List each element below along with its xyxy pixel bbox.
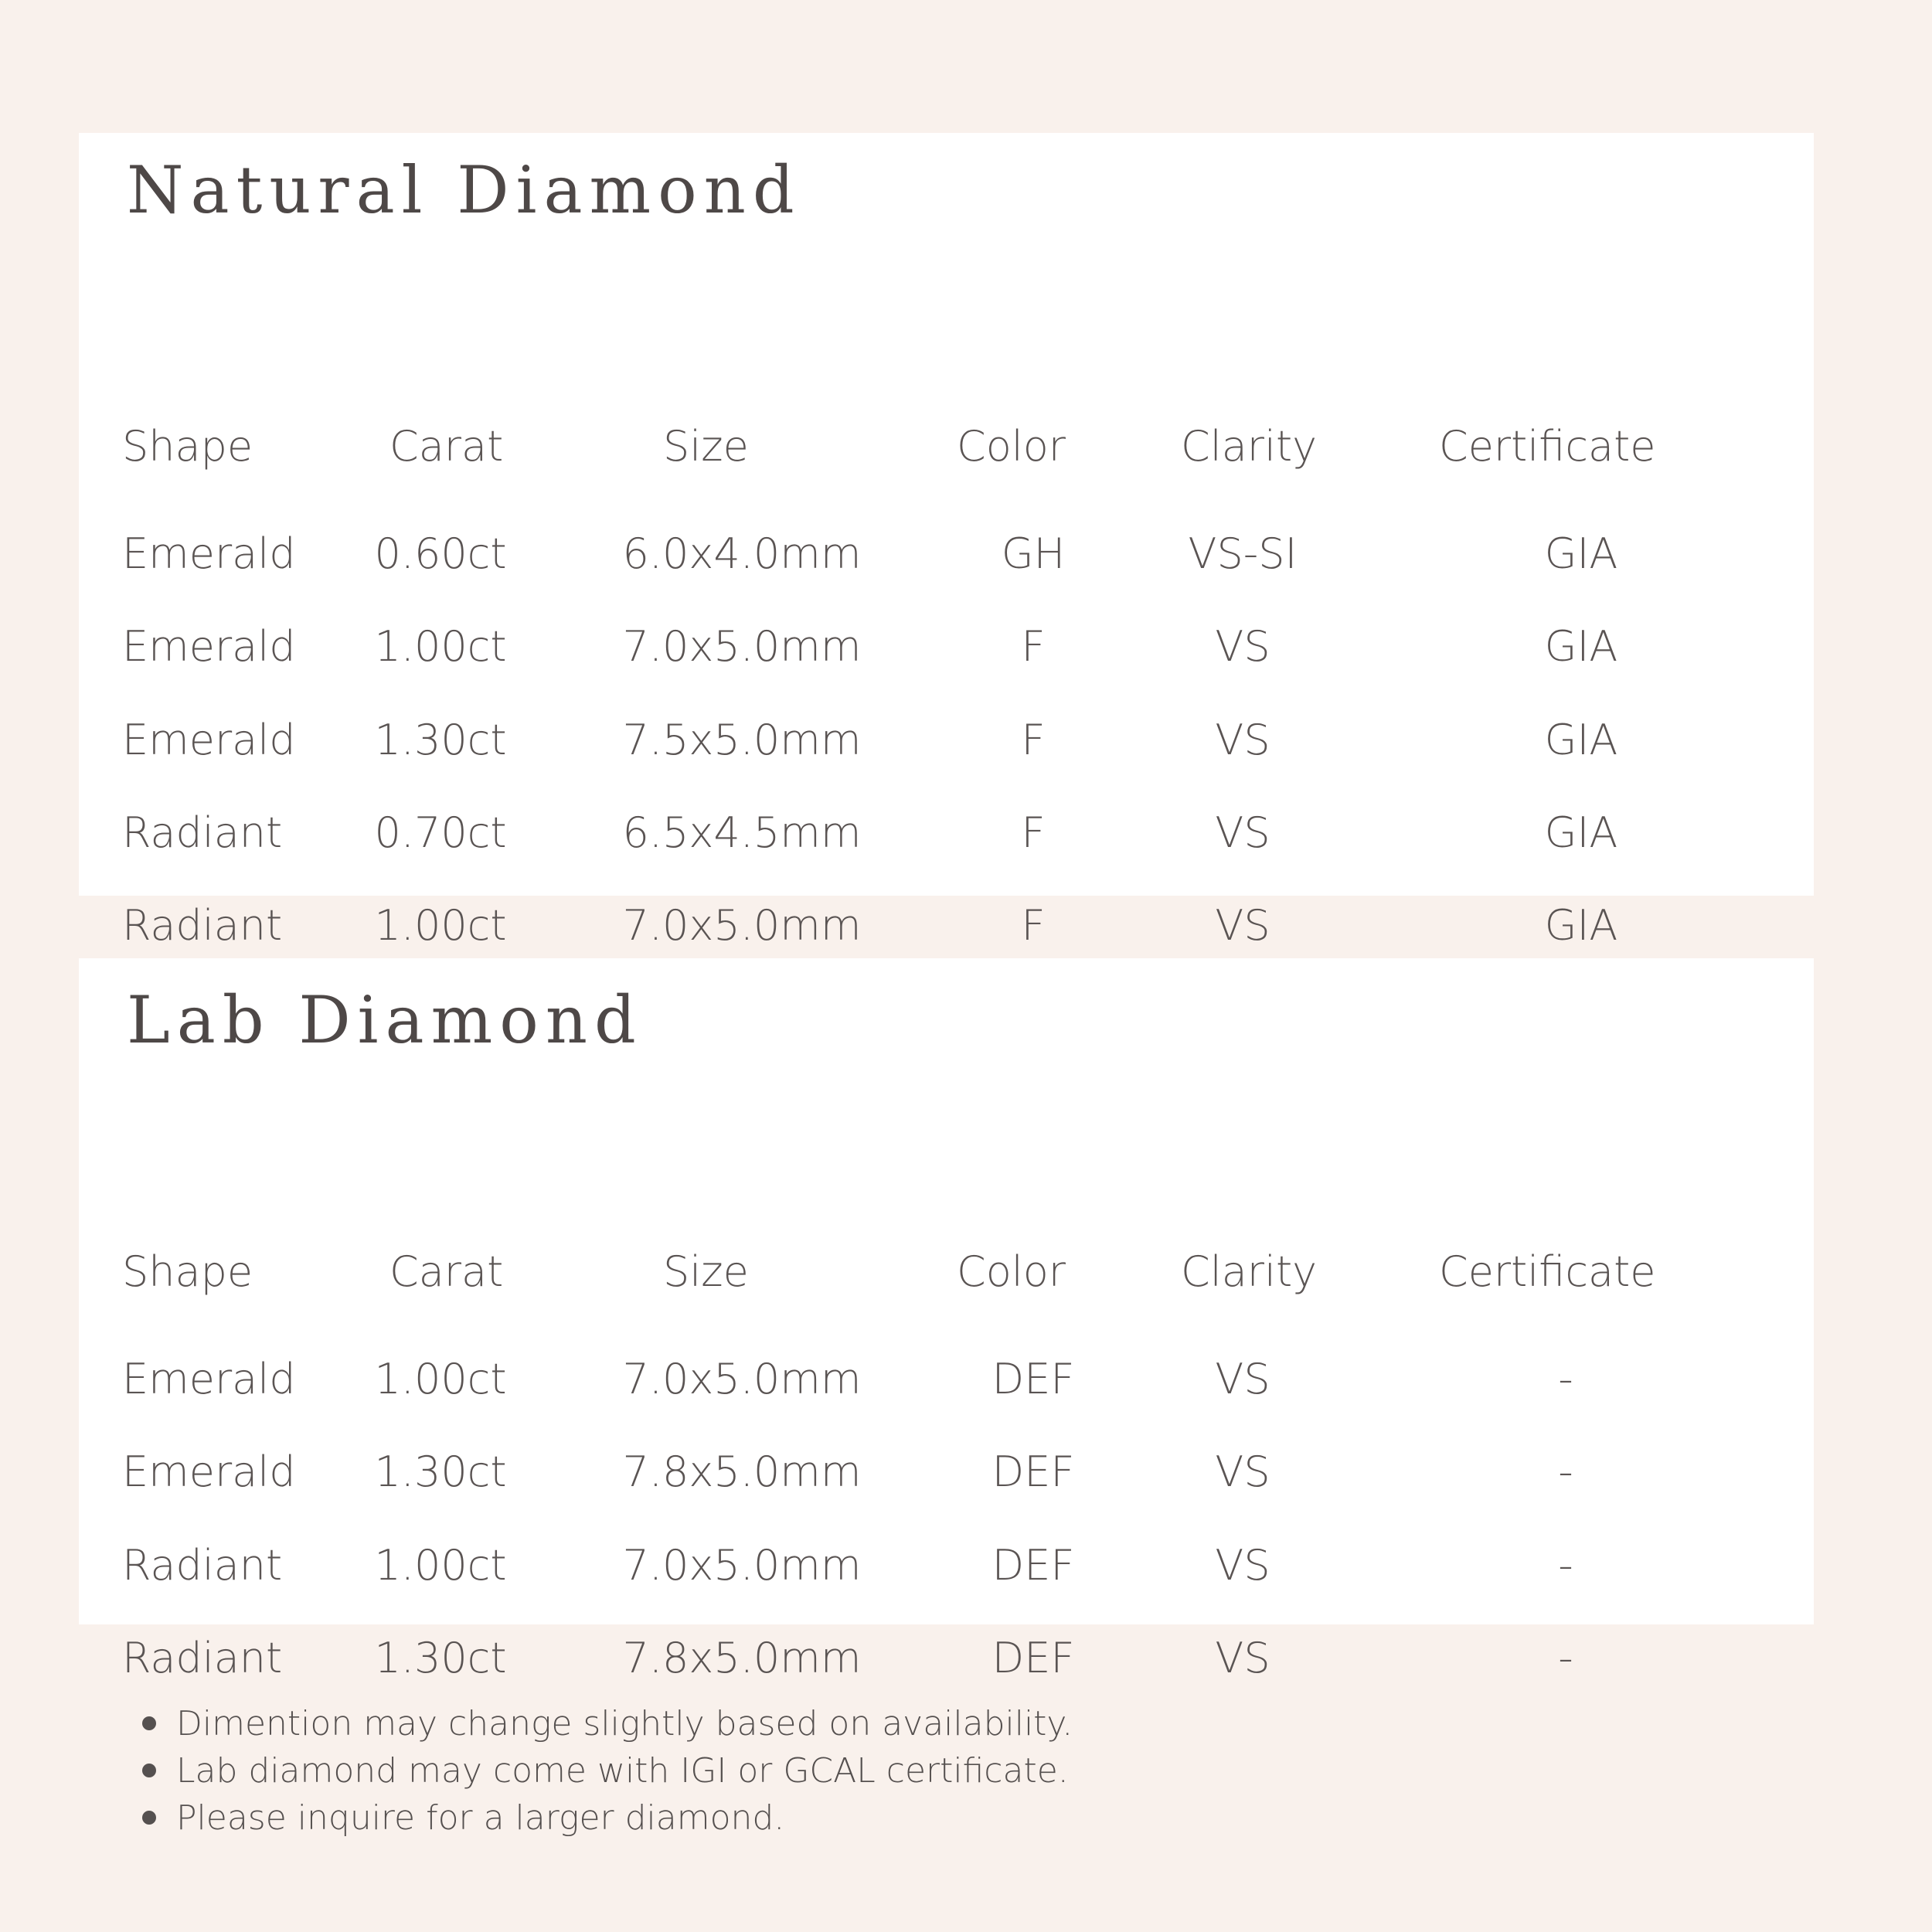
cell-color: DEF	[992, 1541, 1075, 1590]
cell-carat: 0.60ct	[374, 529, 507, 578]
note-text: Please inquire for a larger diamond.	[176, 1798, 785, 1838]
cell-carat: 1.30ct	[374, 1447, 507, 1496]
bullet-icon	[142, 1811, 156, 1825]
header-certificate: Certificate	[1439, 422, 1656, 471]
cell-certificate: GIA	[1544, 808, 1618, 857]
header-shape: Shape	[122, 422, 253, 471]
cell-certificate: GIA	[1544, 716, 1618, 764]
bullet-icon	[142, 1764, 156, 1777]
cell-shape: Emerald	[122, 716, 296, 764]
note-item	[139, 1794, 1073, 1842]
header-clarity: Clarity	[1181, 422, 1318, 471]
cell-clarity: VS	[1215, 622, 1270, 671]
cell-certificate: -	[1558, 1541, 1573, 1590]
header-shape: Shape	[122, 1247, 253, 1296]
header-size: Size	[663, 1247, 749, 1296]
cell-carat: 1.00ct	[374, 901, 507, 950]
lab-header-row	[79, 1245, 1814, 1299]
cell-shape: Radiant	[122, 901, 283, 950]
cell-color: F	[1021, 808, 1046, 857]
cell-shape: Emerald	[122, 529, 296, 578]
table-row	[79, 1539, 1814, 1593]
cell-size: 7.0x5.0mm	[622, 1541, 862, 1590]
cell-size: 6.0x4.0mm	[622, 529, 862, 578]
table-row	[79, 620, 1814, 674]
cell-certificate: -	[1558, 1634, 1573, 1682]
notes-list	[139, 1700, 1073, 1842]
cell-clarity: VS	[1215, 1634, 1270, 1682]
natural-header-row	[79, 420, 1814, 474]
cell-carat: 1.00ct	[374, 1355, 507, 1403]
note-item	[139, 1700, 1073, 1747]
cell-clarity: VS	[1215, 808, 1270, 857]
header-certificate: Certificate	[1439, 1247, 1656, 1296]
cell-clarity: VS	[1215, 901, 1270, 950]
cell-size: 7.0x5.0mm	[622, 901, 862, 950]
table-row	[79, 1445, 1814, 1499]
cell-color: GH	[1001, 529, 1066, 578]
cell-carat: 1.30ct	[374, 716, 507, 764]
table-row	[79, 527, 1814, 581]
cell-clarity: VS	[1215, 1447, 1270, 1496]
cell-size: 7.0x5.0mm	[622, 1355, 862, 1403]
header-color: Color	[957, 1247, 1066, 1296]
cell-certificate: -	[1558, 1355, 1573, 1403]
natural-diamond-title: Natural Diamond	[127, 152, 801, 228]
table-row	[79, 1352, 1814, 1406]
cell-carat: 1.30ct	[374, 1634, 507, 1682]
cell-carat: 0.70ct	[374, 808, 507, 857]
cell-size: 6.5x4.5mm	[622, 808, 862, 857]
cell-size: 7.5x5.0mm	[622, 716, 862, 764]
cell-color: DEF	[992, 1355, 1075, 1403]
cell-shape: Emerald	[122, 1355, 296, 1403]
cell-carat: 1.00ct	[374, 622, 507, 671]
cell-size: 7.0x5.0mm	[622, 622, 862, 671]
note-text: Dimention may change slightly based on availability.	[176, 1704, 1073, 1743]
cell-color: DEF	[992, 1634, 1075, 1682]
cell-shape: Radiant	[122, 1634, 283, 1682]
cell-certificate: GIA	[1544, 622, 1618, 671]
note-item	[139, 1747, 1073, 1794]
cell-shape: Emerald	[122, 622, 296, 671]
lab-diamond-card	[79, 958, 1814, 1682]
cell-certificate: GIA	[1544, 901, 1618, 950]
cell-clarity: VS	[1215, 1541, 1270, 1590]
table-row	[79, 899, 1814, 953]
bullet-icon	[142, 1716, 156, 1730]
cell-size: 7.8x5.0mm	[622, 1634, 862, 1682]
table-row	[79, 713, 1814, 767]
cell-shape: Emerald	[122, 1447, 296, 1496]
cell-color: F	[1021, 622, 1046, 671]
cell-carat: 1.00ct	[374, 1541, 507, 1590]
table-row	[79, 1631, 1814, 1685]
header-clarity: Clarity	[1181, 1247, 1318, 1296]
cell-clarity: VS	[1215, 716, 1270, 764]
cell-size: 7.8x5.0mm	[622, 1447, 862, 1496]
header-color: Color	[957, 422, 1066, 471]
header-carat: Carat	[389, 1247, 504, 1296]
cell-clarity: VS-SI	[1188, 529, 1298, 578]
cell-certificate: -	[1558, 1447, 1573, 1496]
cell-shape: Radiant	[122, 1541, 283, 1590]
cell-color: DEF	[992, 1447, 1075, 1496]
cell-color: F	[1021, 901, 1046, 950]
note-text: Lab diamond may come with IGI or GCAL certificate.	[176, 1751, 1069, 1791]
lab-diamond-title: Lab Diamond	[127, 982, 643, 1058]
table-row	[79, 806, 1814, 860]
cell-clarity: VS	[1215, 1355, 1270, 1403]
header-size: Size	[663, 422, 749, 471]
cell-certificate: GIA	[1544, 529, 1618, 578]
natural-diamond-card	[79, 133, 1814, 950]
cell-color: F	[1021, 716, 1046, 764]
cell-shape: Radiant	[122, 808, 283, 857]
header-carat: Carat	[389, 422, 504, 471]
